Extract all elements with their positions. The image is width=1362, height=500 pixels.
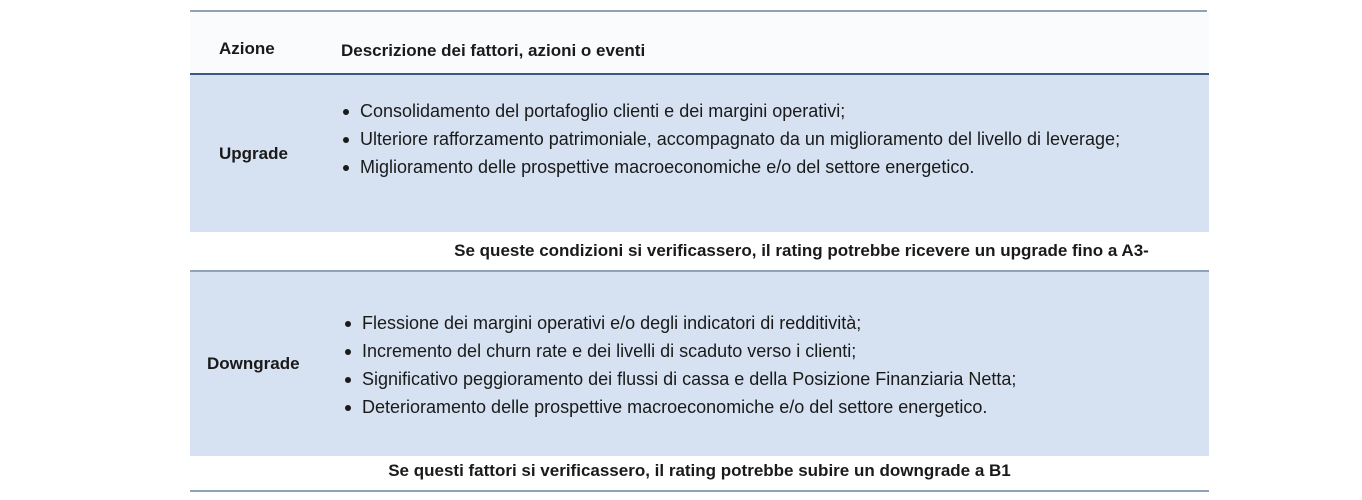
list-item: Miglioramento delle prospettive macroeconomiche e/o del settore energetico.: [341, 153, 1161, 181]
header-description: Descrizione dei fattori, azioni o eventi: [341, 41, 646, 60]
downgrade-condition: Se questi fattori si verificassero, il rating potrebbe subire un downgrade a B1: [190, 456, 1209, 490]
downgrade-list: [343, 309, 1193, 421]
list-item: Incremento del churn rate e dei livelli di scaduto verso i clienti;: [343, 337, 1193, 365]
list-item: Deterioramento delle prospettive macroeconomiche e/o del settore energetico.: [343, 393, 1193, 421]
list-item: Ulteriore rafforzamento patrimoniale, accompagnato da un miglioramento del livello di leverage;: [341, 125, 1161, 153]
header-action: Azione: [219, 39, 275, 58]
list-item: Consolidamento del portafoglio clienti e dei margini operativi;: [341, 97, 1161, 125]
list-item: Significativo peggioramento dei flussi di cassa e della Posizione Finanziaria Netta;: [343, 365, 1193, 393]
downgrade-label: Downgrade: [207, 354, 300, 373]
upgrade-label: Upgrade: [219, 144, 288, 163]
upgrade-list: [341, 97, 1161, 181]
table-bottom-border: [190, 490, 1209, 492]
table-header: [190, 12, 1209, 74]
upgrade-row: [190, 75, 1209, 232]
list-item: Flessione dei margini operativi e/o degli indicatori di redditività;: [343, 309, 1193, 337]
upgrade-condition: Se queste condizioni si verificassero, il rating potrebbe ricevere un upgrade fino a A3-: [190, 232, 1209, 270]
downgrade-row: [190, 272, 1209, 456]
